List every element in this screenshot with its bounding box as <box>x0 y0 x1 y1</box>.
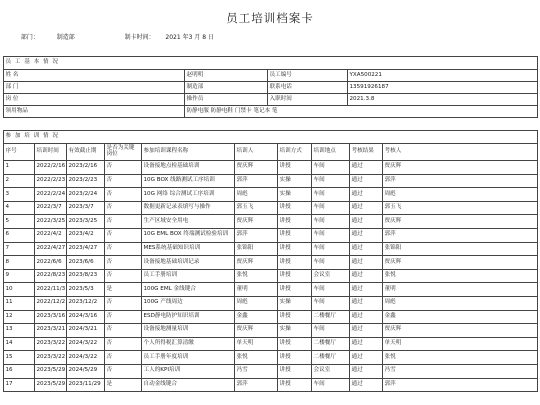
table-cell: 郭玉飞 <box>235 201 278 215</box>
table-cell: 周彪 <box>383 296 538 310</box>
table-cell: 否 <box>105 215 142 229</box>
header-cell: 参加培训课程名称 <box>142 144 235 161</box>
table-cell: 通过 <box>350 174 383 188</box>
table-cell: 自动金线键合 <box>142 378 235 392</box>
table-cell: 否 <box>105 351 142 365</box>
table-cell: 2023/2/24 <box>67 188 105 202</box>
header-cell: 培训人 <box>235 144 278 161</box>
table-cell: 单天明 <box>235 337 278 351</box>
table-cell: 2023/3/16 <box>35 310 67 324</box>
table-row <box>4 378 538 392</box>
table-cell: 2023/2/16 <box>67 161 105 175</box>
table-cell: 车间 <box>312 161 350 175</box>
training-table <box>3 130 538 392</box>
table-cell: 否 <box>105 364 142 378</box>
table-cell: 车间 <box>312 174 350 188</box>
table-cell: 车间 <box>312 378 350 392</box>
table-cell: 否 <box>105 256 142 270</box>
date-label: 制卡时间： <box>124 34 155 41</box>
table-cell: 讲授 <box>278 269 312 283</box>
table-cell: 是 <box>105 378 142 392</box>
table-cell: 周彪 <box>235 188 278 202</box>
table-cell: 郭萍 <box>383 378 538 392</box>
table-cell: 车间 <box>312 256 350 270</box>
table-cell: 2023/4/27 <box>67 242 105 256</box>
table-row <box>4 201 538 215</box>
table-row <box>4 215 538 229</box>
table-row <box>4 337 538 351</box>
table-cell: 2022/2/24 <box>35 188 67 202</box>
table-cell: 通过 <box>350 242 383 256</box>
table-cell: 2022/8/23 <box>35 269 67 283</box>
table-cell: 讲授 <box>278 242 312 256</box>
table-cell: 2023/3/22 <box>35 337 67 351</box>
header-cell: 是否为关键岗位 <box>105 144 142 161</box>
table-cell: 金鑫 <box>383 310 538 324</box>
card-meta <box>12 32 214 41</box>
table-cell: 二楼餐厅 <box>312 337 350 351</box>
dept-value: 制造部 <box>56 34 75 41</box>
table-cell: 2022/3/7 <box>35 201 67 215</box>
table-cell: 否 <box>105 188 142 202</box>
table-cell: 11 <box>4 296 35 310</box>
table-cell: 通过 <box>350 324 383 338</box>
table-cell: 董明 <box>235 283 278 297</box>
table-cell: 13 <box>4 324 35 338</box>
table-cell: 周彪 <box>235 296 278 310</box>
table-cell: 贾庆辉 <box>383 215 538 229</box>
name-value: 赵明明 <box>185 70 268 82</box>
table-cell: 冯雪 <box>383 364 538 378</box>
table-cell: 讲授 <box>278 337 312 351</box>
table-cell: 14 <box>4 337 35 351</box>
table-cell: 员工手册培训 <box>142 269 235 283</box>
table-cell: 否 <box>105 310 142 324</box>
table-row <box>4 269 538 283</box>
table-cell: 车间 <box>312 296 350 310</box>
table-cell: 讲授 <box>278 256 312 270</box>
table-cell: 7 <box>4 242 35 256</box>
table-cell: 5 <box>4 215 35 229</box>
table-cell: 2024/3/16 <box>67 310 105 324</box>
table-cell: 通过 <box>350 364 383 378</box>
header-cell: 考核人 <box>383 144 538 161</box>
basic-section-title: 员 工 基 本 情 况 <box>4 57 538 70</box>
table-cell: 通过 <box>350 269 383 283</box>
table-cell: MES系统基础知识培训 <box>142 242 235 256</box>
table-cell: 冯雪 <box>235 364 278 378</box>
table-cell: 2023/3/21 <box>35 324 67 338</box>
post-value: 操作员 <box>185 94 268 106</box>
table-cell: 2023/3/25 <box>67 215 105 229</box>
table-cell: 否 <box>105 296 142 310</box>
table-cell: 贾庆辉 <box>235 215 278 229</box>
table-cell: 2022/11/3 <box>35 283 67 297</box>
table-cell: 否 <box>105 269 142 283</box>
table-cell: 设备接地基础培训记录 <box>142 256 235 270</box>
header-cell: 有效截止期 <box>67 144 105 161</box>
table-cell: 讲授 <box>278 161 312 175</box>
table-row <box>4 364 538 378</box>
table-cell: 贾庆辉 <box>235 256 278 270</box>
table-cell: 通过 <box>350 351 383 365</box>
department-value: 制造部 <box>185 82 268 94</box>
employee-id-value: YXA500221 <box>348 70 538 82</box>
table-row <box>4 188 538 202</box>
table-cell: 否 <box>105 324 142 338</box>
table-cell: 2023/3/22 <box>35 351 67 365</box>
table-cell: 17 <box>4 378 35 392</box>
table-cell: 车间 <box>312 283 350 297</box>
table-cell: 3 <box>4 188 35 202</box>
table-cell: 2023/5/29 <box>35 364 67 378</box>
table-cell: 金鑫 <box>235 310 278 324</box>
department-label: 部 门 <box>4 82 185 94</box>
training-header-row <box>4 144 538 161</box>
table-cell: 2022/4/27 <box>35 242 67 256</box>
table-cell: 讲授 <box>278 378 312 392</box>
table-cell: 2024/3/22 <box>67 351 105 365</box>
table-cell: 通过 <box>350 256 383 270</box>
table-cell: 通过 <box>350 161 383 175</box>
table-row <box>4 242 538 256</box>
table-cell: 讲授 <box>278 215 312 229</box>
header-cell: 培训方式 <box>278 144 312 161</box>
table-cell: 单天明 <box>383 337 538 351</box>
table-cell: 实操 <box>278 296 312 310</box>
table-row <box>4 174 538 188</box>
table-cell: 9 <box>4 269 35 283</box>
table-cell: 个人所得税汇算清缴 <box>142 337 235 351</box>
header-cell: 考核结果 <box>350 144 383 161</box>
table-cell: 讲授 <box>278 228 312 242</box>
table-cell: 车间 <box>312 242 350 256</box>
table-cell: 2023/3/7 <box>67 201 105 215</box>
table-cell: 通过 <box>350 215 383 229</box>
table-cell: 张悦 <box>383 351 538 365</box>
table-cell: 设备接地点检基础培训 <box>142 161 235 175</box>
table-cell: 6 <box>4 228 35 242</box>
table-cell: 讲授 <box>278 364 312 378</box>
training-section-title: 参 加 培 训 情 况 <box>4 131 538 144</box>
table-cell: 实操 <box>278 174 312 188</box>
table-cell: 郭玉飞 <box>383 201 538 215</box>
table-cell: ESD静电防护知识培训 <box>142 310 235 324</box>
table-cell: 4 <box>4 201 35 215</box>
table-cell: 郭萍 <box>383 174 538 188</box>
table-cell: 2024/3/22 <box>67 337 105 351</box>
table-cell: 员工手册年度培训 <box>142 351 235 365</box>
table-cell: 8 <box>4 256 35 270</box>
table-row <box>4 351 538 365</box>
table-cell: 2024/5/29 <box>67 364 105 378</box>
table-cell: 2023/6/6 <box>67 256 105 270</box>
table-cell: 讲授 <box>278 310 312 324</box>
table-cell: 生产区域安全用电 <box>142 215 235 229</box>
table-cell: 2024/3/21 <box>67 324 105 338</box>
table-cell: 否 <box>105 174 142 188</box>
table-cell: 工人的KPI培训 <box>142 364 235 378</box>
table-cell: 通过 <box>350 337 383 351</box>
table-cell: 二楼餐厅 <box>312 351 350 365</box>
table-cell: 车间 <box>312 215 350 229</box>
table-cell: 12 <box>4 310 35 324</box>
name-label: 姓 名 <box>4 70 185 82</box>
table-cell: 否 <box>105 228 142 242</box>
basic-info-table <box>3 56 538 118</box>
table-cell: 否 <box>105 201 142 215</box>
table-cell: 10G EML BOX 终端测试检验培训 <box>142 228 235 242</box>
table-cell: 2023/8/23 <box>67 269 105 283</box>
items-value: 防静电服 防静电鞋 门禁卡 笔记本 笔 <box>185 106 538 118</box>
entry-date-value: 2021.3.8 <box>348 94 538 106</box>
date-value: 2021 年3 月 8 日 <box>165 34 214 41</box>
table-cell: 郭萍 <box>235 378 278 392</box>
table-cell: 张悦 <box>235 269 278 283</box>
page-title: 员工培训档案卡 <box>226 11 314 25</box>
table-cell: 张悦 <box>383 269 538 283</box>
employee-id-label: 员工编号 <box>268 70 348 82</box>
table-row <box>4 296 538 310</box>
table-cell: 2022/3/25 <box>35 215 67 229</box>
table-cell: 2022/2/23 <box>35 174 67 188</box>
table-cell: 会议室 <box>312 269 350 283</box>
table-cell: 10G BOX 线路测试工序培训 <box>142 174 235 188</box>
table-cell: 郭萍 <box>383 228 538 242</box>
table-cell: 贾庆辉 <box>383 161 538 175</box>
table-cell: 2022/4/2 <box>35 228 67 242</box>
table-cell: 张悦 <box>235 351 278 365</box>
items-label: 领用物品 <box>4 106 185 118</box>
table-cell: 通过 <box>350 283 383 297</box>
table-cell: 郭萍 <box>235 174 278 188</box>
dept-label: 部门： <box>20 34 39 41</box>
table-cell: 通过 <box>350 296 383 310</box>
table-cell: 贾庆辉 <box>383 256 538 270</box>
table-cell: 讲授 <box>278 283 312 297</box>
phone-value: 13591926187 <box>348 82 538 94</box>
header-cell: 培训时间 <box>35 144 67 161</box>
table-cell: 通过 <box>350 378 383 392</box>
header-cell: 培训地点 <box>312 144 350 161</box>
table-row <box>4 161 538 175</box>
table-row <box>4 283 538 297</box>
table-cell: 2023/12/2 <box>67 296 105 310</box>
table-cell: 通过 <box>350 310 383 324</box>
table-cell: 讲授 <box>278 201 312 215</box>
table-cell: 2022/12/2 <box>35 296 67 310</box>
table-cell: 2023/2/23 <box>67 174 105 188</box>
table-cell: 车间 <box>312 201 350 215</box>
table-cell: 否 <box>105 242 142 256</box>
table-row <box>4 256 538 270</box>
table-cell: 通过 <box>350 188 383 202</box>
table-cell: 会议室 <box>312 364 350 378</box>
table-cell: 周彪 <box>383 188 538 202</box>
table-cell: 10 <box>4 283 35 297</box>
table-cell: 车间 <box>312 228 350 242</box>
post-label: 岗 位 <box>4 94 185 106</box>
table-cell: 10G 网络 综合测试工序培训 <box>142 188 235 202</box>
table-cell: 2022/6/6 <box>35 256 67 270</box>
table-cell: 2023/5/29 <box>35 378 67 392</box>
table-row <box>4 324 538 338</box>
table-cell: 数据更新记录表填写与操作 <box>142 201 235 215</box>
table-cell: 否 <box>105 337 142 351</box>
table-cell: 讲授 <box>278 351 312 365</box>
table-cell: 实操 <box>278 188 312 202</box>
table-cell: 车间 <box>312 324 350 338</box>
table-cell: 2022/2/16 <box>35 161 67 175</box>
table-cell: 2023/11/29 <box>67 378 105 392</box>
table-cell: 郭萍 <box>235 228 278 242</box>
table-cell: 15 <box>4 351 35 365</box>
table-row <box>4 228 538 242</box>
table-cell: 100G EML 金线键合 <box>142 283 235 297</box>
table-cell: 贾庆辉 <box>235 161 278 175</box>
table-cell: 车间 <box>312 188 350 202</box>
table-cell: 2023/4/2 <box>67 228 105 242</box>
table-cell: 贾庆辉 <box>235 324 278 338</box>
table-cell: 通过 <box>350 201 383 215</box>
table-cell: 贾庆辉 <box>383 324 538 338</box>
table-cell: 16 <box>4 364 35 378</box>
table-cell: 否 <box>105 161 142 175</box>
table-cell: 2023/5/3 <box>67 283 105 297</box>
table-cell: 实操 <box>278 324 312 338</box>
header-cell: 序号 <box>4 144 35 161</box>
table-cell: 1 <box>4 161 35 175</box>
table-cell: 张锦阳 <box>235 242 278 256</box>
table-cell: 二楼餐厅 <box>312 310 350 324</box>
phone-label: 联系电话 <box>268 82 348 94</box>
entry-date-label: 入职时间 <box>268 94 348 106</box>
table-cell: 张锦阳 <box>383 242 538 256</box>
table-cell: 通过 <box>350 228 383 242</box>
table-cell: 100G 产线周边 <box>142 296 235 310</box>
table-cell: 设备接地测量培训 <box>142 324 235 338</box>
table-row <box>4 310 538 324</box>
table-cell: 2 <box>4 174 35 188</box>
table-cell: 是 <box>105 283 142 297</box>
table-cell: 董明 <box>383 283 538 297</box>
